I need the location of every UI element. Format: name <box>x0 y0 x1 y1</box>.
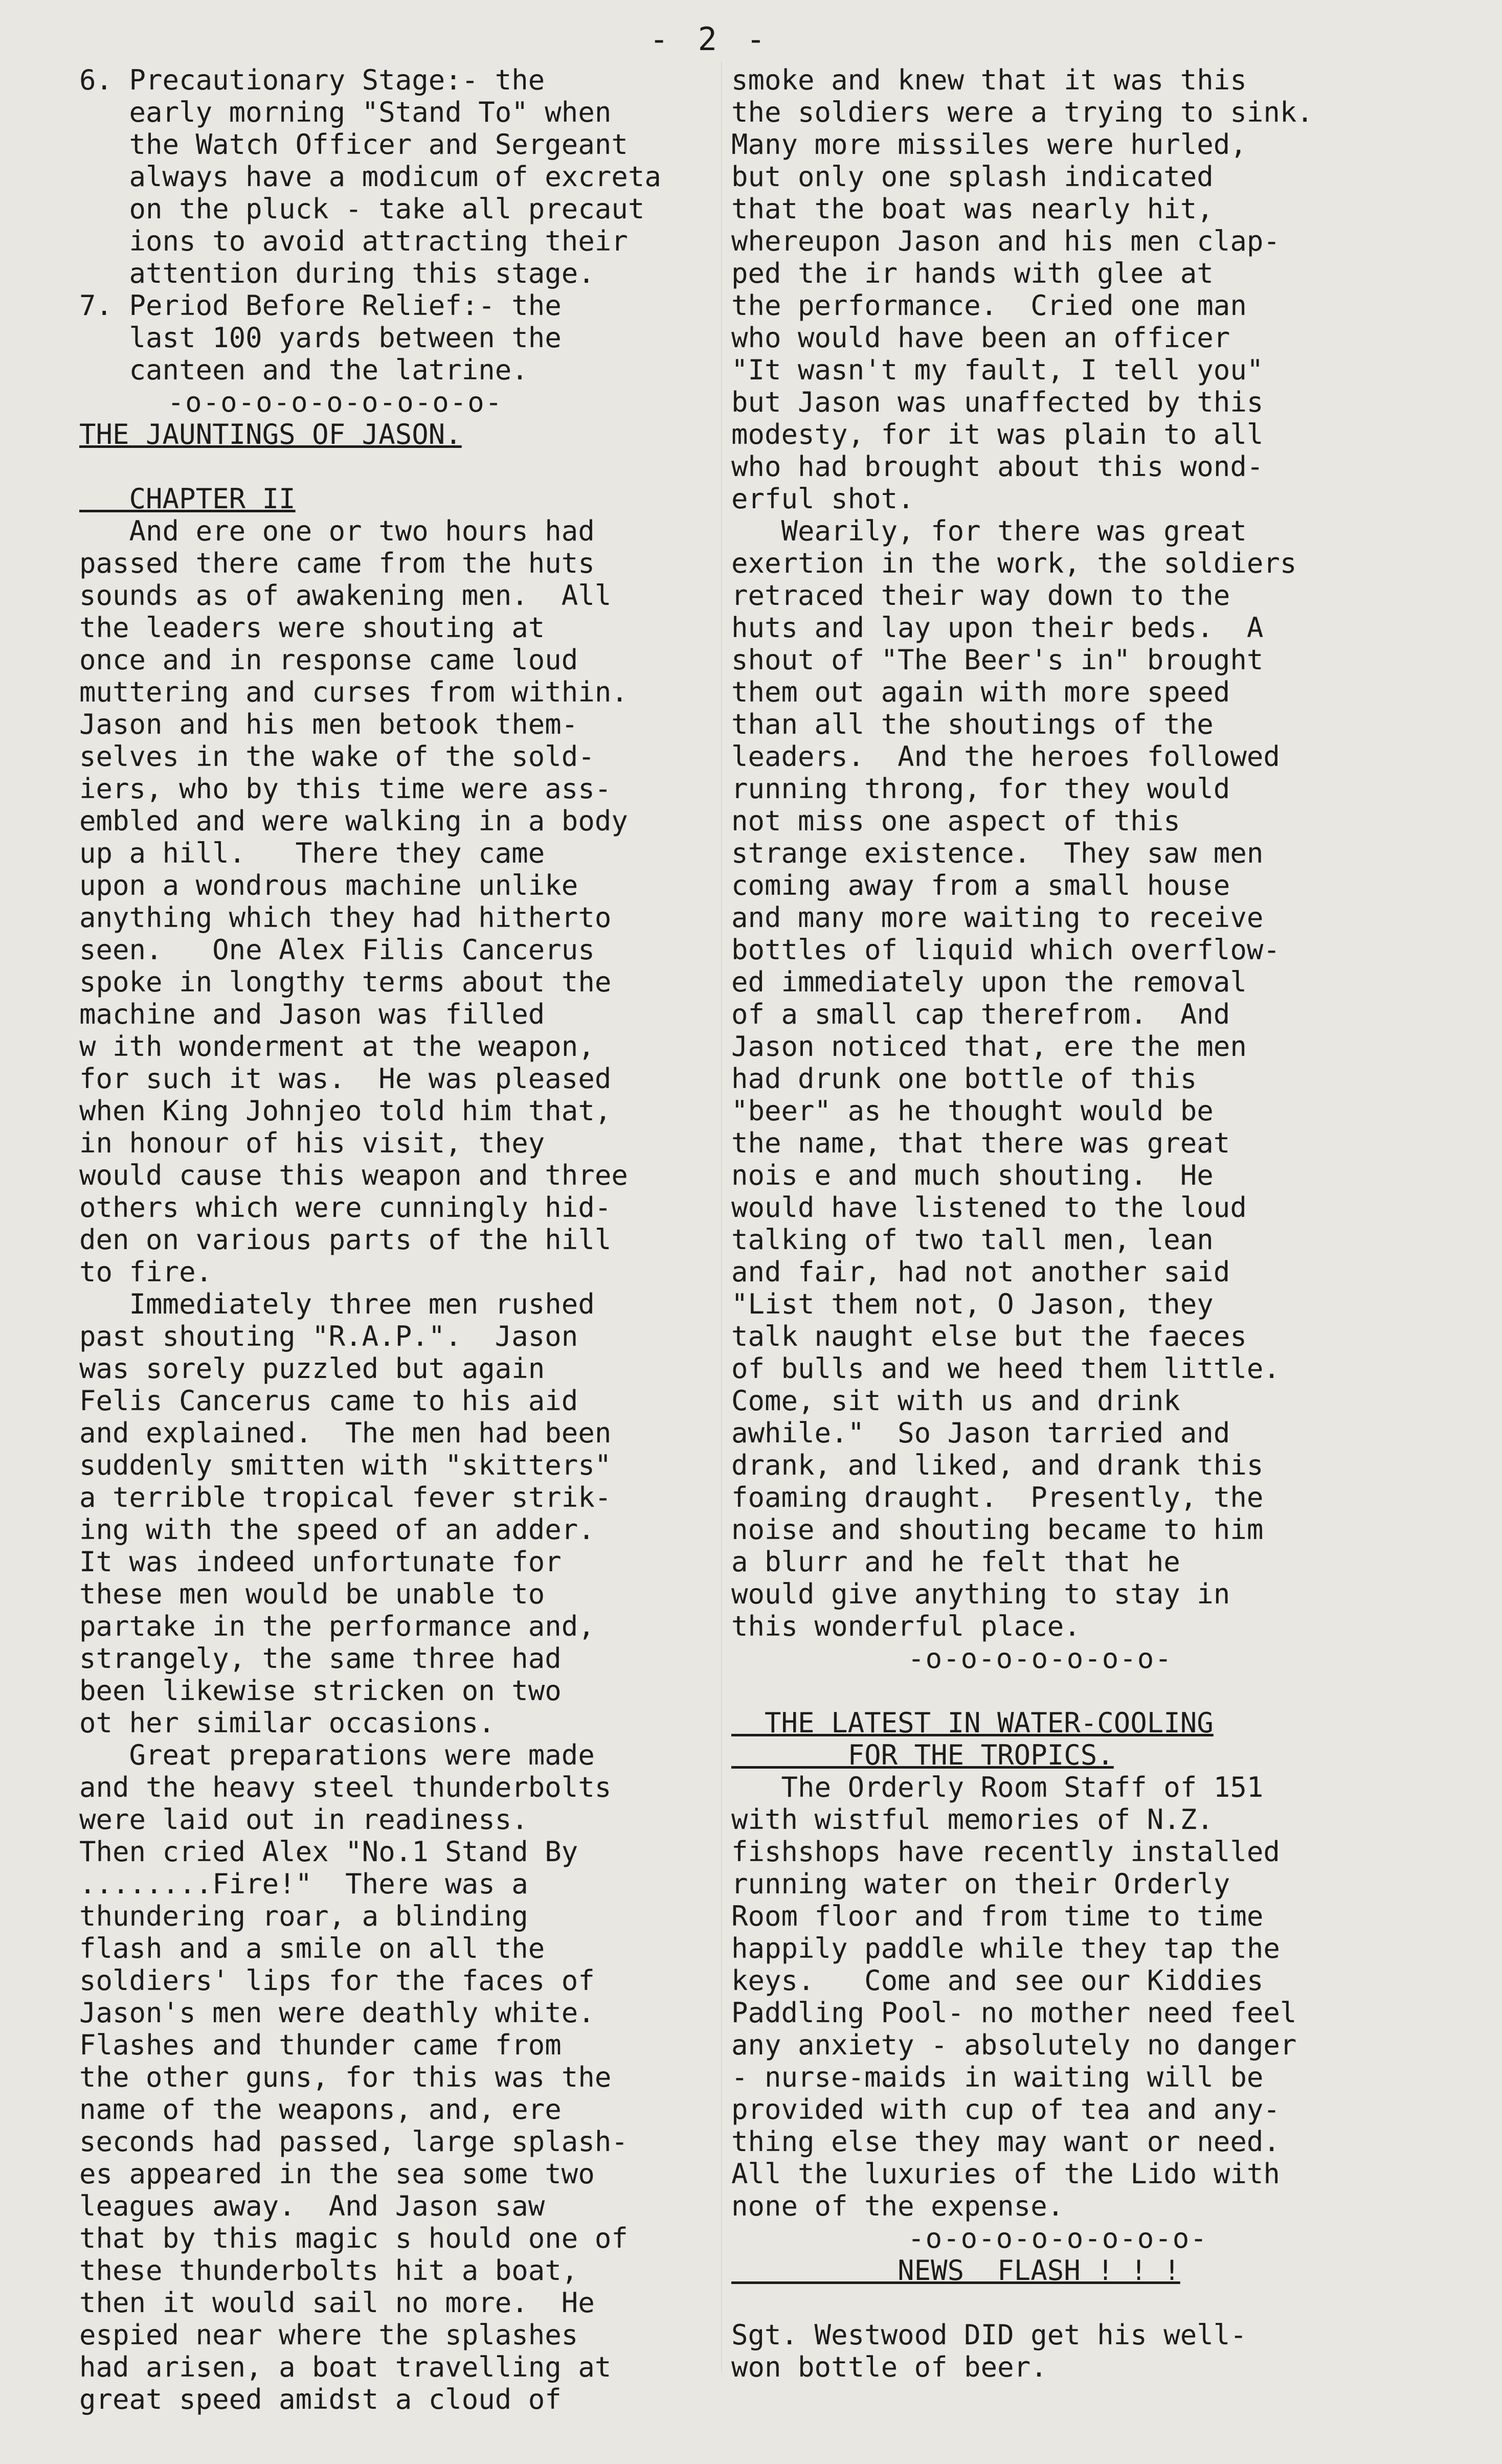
text-line: past shouting "R.A.P.". Jason <box>79 1320 578 1352</box>
text-line: this wonderful place. <box>731 1610 1081 1642</box>
text-line: the soldiers were a trying to sink. <box>731 96 1313 128</box>
text-line: talking of two tall men, lean <box>731 1224 1214 1256</box>
text-line: attention during this stage. <box>79 257 595 289</box>
text-line <box>731 1675 1458 1707</box>
text-line: of a small cap therefrom. And <box>731 998 1230 1030</box>
text-line: keys. Come and see our Kiddies <box>731 1964 1264 1997</box>
text-line: once and in response came loud <box>79 644 578 676</box>
text-line: FOR THE TROPICS. <box>731 1739 1114 1771</box>
text-line: THE LATEST IN WATER-COOLING <box>731 1707 1214 1739</box>
text-line: Then cried Alex "No.1 Stand By <box>79 1836 578 1868</box>
text-line: Wearily, for there was great <box>731 515 1247 547</box>
text-line: any anxiety - absolutely no danger <box>731 2029 1297 2061</box>
text-line: a terrible tropical fever strik- <box>79 1481 612 1513</box>
text-line: Paddling Pool- no mother need feel <box>731 1997 1297 2029</box>
text-line: thing else they may want or need. <box>731 2126 1280 2158</box>
text-line: on the pluck - take all precaut <box>79 193 645 225</box>
text-line: up a hill. There they came <box>79 837 545 869</box>
text-line: "List them not, O Jason, they <box>731 1288 1214 1320</box>
text-line: ing with the speed of an adder. <box>79 1513 595 1546</box>
text-line: machine and Jason was filled <box>79 998 545 1030</box>
text-line: seconds had passed, large splash- <box>79 2126 628 2158</box>
text-line: All the luxuries of the Lido with <box>731 2158 1280 2190</box>
text-line: running throng, for they would <box>731 773 1230 805</box>
text-line: had arisen, a boat travelling at <box>79 2351 612 2383</box>
text-line: spoke in longthy terms about the <box>79 966 612 998</box>
text-line <box>79 450 729 483</box>
text-line: none of the expense. <box>731 2190 1064 2222</box>
text-line: thundering roar, a blinding <box>79 1900 528 1932</box>
text-line: for such it was. He was pleased <box>79 1063 612 1095</box>
text-line: Felis Cancerus came to his aid <box>79 1385 578 1417</box>
text-line: had drunk one bottle of this <box>731 1063 1197 1095</box>
text-line: muttering and curses from within. <box>79 676 628 708</box>
left-column <box>79 64 729 2415</box>
text-line: but only one splash indicated <box>731 161 1214 193</box>
text-line: shout of "The Beer's in" brought <box>731 644 1264 676</box>
text-line: not miss one aspect of this <box>731 805 1180 837</box>
text-line: Room floor and from time to time <box>731 1900 1264 1932</box>
text-line: talk naught else but the faeces <box>731 1320 1247 1352</box>
text-line: them out again with more speed <box>731 676 1230 708</box>
text-line: Immediately three men rushed <box>79 1288 595 1320</box>
text-line: leagues away. And Jason saw <box>79 2190 545 2222</box>
page-number: - 2 - <box>649 20 771 58</box>
text-line: early morning "Stand To" when <box>79 96 612 128</box>
text-line: strange existence. They saw men <box>731 837 1264 869</box>
text-line: retraced their way down to the <box>731 579 1230 612</box>
text-line: - nurse-maids in waiting will be <box>731 2061 1264 2093</box>
text-line: "beer" as he thought would be <box>731 1095 1214 1127</box>
text-line: fishshops have recently installed <box>731 1836 1280 1868</box>
text-line: -o-o-o-o-o-o-o- <box>731 1642 1173 1675</box>
text-line: then it would sail no more. He <box>79 2287 595 2319</box>
text-line: and explained. The men had been <box>79 1417 612 1449</box>
text-line: coming away from a small house <box>731 869 1230 901</box>
text-line: would have listened to the loud <box>731 1191 1247 1224</box>
text-line: Jason noticed that, ere the men <box>731 1030 1247 1063</box>
right-column <box>731 64 1458 2383</box>
text-line: strangely, the same three had <box>79 1642 562 1675</box>
text-line: awhile." So Jason tarried and <box>731 1417 1230 1449</box>
text-line: partake in the performance and, <box>79 1610 595 1642</box>
text-line: happily paddle while they tap the <box>731 1932 1280 1964</box>
text-line: ped the ir hands with glee at <box>731 257 1214 289</box>
text-line: -o-o-o-o-o-o-o-o-o- <box>79 386 503 418</box>
text-line: exertion in the work, the soldiers <box>731 547 1297 579</box>
text-line: the other guns, for this was the <box>79 2061 612 2093</box>
text-line: Flashes and thunder came from <box>79 2029 562 2061</box>
text-line: es appeared in the sea some two <box>79 2158 595 2190</box>
text-line: a blurr and he felt that he <box>731 1546 1180 1578</box>
text-line: leaders. And the heroes followed <box>731 740 1280 773</box>
text-line: running water on their Orderly <box>731 1868 1230 1900</box>
text-line: bottles of liquid which overflow- <box>731 934 1280 966</box>
text-line: the Watch Officer and Sergeant <box>79 128 628 161</box>
text-line: always have a modicum of excreta <box>79 161 661 193</box>
text-line: "It wasn't my fault, I tell you" <box>731 354 1264 386</box>
text-line: than all the shoutings of the <box>731 708 1214 740</box>
text-line: last 100 yards between the <box>79 322 562 354</box>
text-line: huts and lay upon their beds. A <box>731 612 1264 644</box>
text-line: And ere one or two hours had <box>79 515 595 547</box>
text-line: the name, that there was great <box>731 1127 1230 1159</box>
text-line: in honour of his visit, they <box>79 1127 545 1159</box>
text-line: flash and a smile on all the <box>79 1932 545 1964</box>
text-line <box>731 2287 1458 2319</box>
text-line: soldiers' lips for the faces of <box>79 1964 595 1997</box>
text-line: nois e and much shouting. He <box>731 1159 1214 1191</box>
text-line: ot her similar occasions. <box>79 1707 495 1739</box>
text-line: den on various parts of the hill <box>79 1224 612 1256</box>
text-line: with wistful memories of N.Z. <box>731 1803 1214 1836</box>
text-line: was sorely puzzled but again <box>79 1352 545 1385</box>
text-line: that the boat was nearly hit, <box>731 193 1214 225</box>
text-line: embled and were walking in a body <box>79 805 628 837</box>
text-line: the performance. Cried one man <box>731 289 1247 322</box>
text-line: but Jason was unaffected by this <box>731 386 1264 418</box>
text-line: would give anything to stay in <box>731 1578 1230 1610</box>
text-line: modesty, for it was plain to all <box>731 418 1264 450</box>
text-line: these men would be unable to <box>79 1578 545 1610</box>
text-line: drank, and liked, and drank this <box>731 1449 1264 1481</box>
text-line: ed immediately upon the removal <box>731 966 1247 998</box>
text-line: smoke and knew that it was this <box>731 64 1247 96</box>
text-line: the leaders were shouting at <box>79 612 545 644</box>
text-line: Jason's men were deathly white. <box>79 1997 595 2029</box>
text-line: would cause this weapon and three <box>79 1159 628 1191</box>
text-line: who had brought about this wond- <box>731 450 1264 483</box>
text-line: THE JAUNTINGS OF JASON. <box>79 418 462 450</box>
text-line: that by this magic s hould one of <box>79 2222 628 2254</box>
text-line: others which were cunningly hid- <box>79 1191 612 1224</box>
text-line: seen. One Alex Filis Cancerus <box>79 934 595 966</box>
text-line: to fire. <box>79 1256 213 1288</box>
text-line: It was indeed unfortunate for <box>79 1546 562 1578</box>
text-line: ions to avoid attracting their <box>79 225 628 257</box>
text-line: The Orderly Room Staff of 151 <box>731 1771 1264 1803</box>
text-line: when King Johnjeo told him that, <box>79 1095 612 1127</box>
text-line: were laid out in readiness. <box>79 1803 528 1836</box>
text-line: canteen and the latrine. <box>79 354 528 386</box>
text-line: and the heavy steel thunderbolts <box>79 1771 612 1803</box>
text-line: anything which they had hitherto <box>79 901 612 934</box>
text-line: passed there came from the huts <box>79 547 595 579</box>
text-line: whereupon Jason and his men clap- <box>731 225 1280 257</box>
text-line: and fair, had not another said <box>731 1256 1230 1288</box>
text-line: Many more missiles were hurled, <box>731 128 1247 161</box>
text-line: these thunderbolts hit a boat, <box>79 2254 578 2287</box>
text-line: 6. Precautionary Stage:- the <box>79 64 545 96</box>
text-line: name of the weapons, and, ere <box>79 2093 562 2126</box>
text-line: CHAPTER II <box>79 483 296 515</box>
text-line: won bottle of beer. <box>731 2351 1047 2383</box>
text-line: sounds as of awakening men. All <box>79 579 612 612</box>
text-line: w ith wonderment at the weapon, <box>79 1030 595 1063</box>
text-line: Great preparations were made <box>79 1739 595 1771</box>
text-line: iers, who by this time were ass- <box>79 773 612 805</box>
text-line: provided with cup of tea and any- <box>731 2093 1280 2126</box>
text-line: NEWS FLASH ! ! ! <box>731 2254 1180 2287</box>
text-line: Sgt. Westwood DID get his well- <box>731 2319 1247 2351</box>
text-line: Come, sit with us and drink <box>731 1385 1180 1417</box>
text-line: ........Fire!" There was a <box>79 1868 528 1900</box>
text-line: been likewise stricken on two <box>79 1675 562 1707</box>
text-line: selves in the wake of the sold- <box>79 740 595 773</box>
text-line: espied near where the splashes <box>79 2319 578 2351</box>
text-line: of bulls and we heed them little. <box>731 1352 1280 1385</box>
text-line: who would have been an officer <box>731 322 1230 354</box>
text-line: and many more waiting to receive <box>731 901 1264 934</box>
text-line: Jason and his men betook them- <box>79 708 578 740</box>
text-line: erful shot. <box>731 483 914 515</box>
text-line: great speed amidst a cloud of <box>79 2383 562 2415</box>
text-line: upon a wondrous machine unlike <box>79 869 578 901</box>
text-line: noise and shouting became to him <box>731 1513 1264 1546</box>
text-line: -o-o-o-o-o-o-o-o- <box>731 2222 1208 2254</box>
text-line: suddenly smitten with "skitters" <box>79 1449 612 1481</box>
text-line: 7. Period Before Relief:- the <box>79 289 562 322</box>
text-line: foaming draught. Presently, the <box>731 1481 1264 1513</box>
